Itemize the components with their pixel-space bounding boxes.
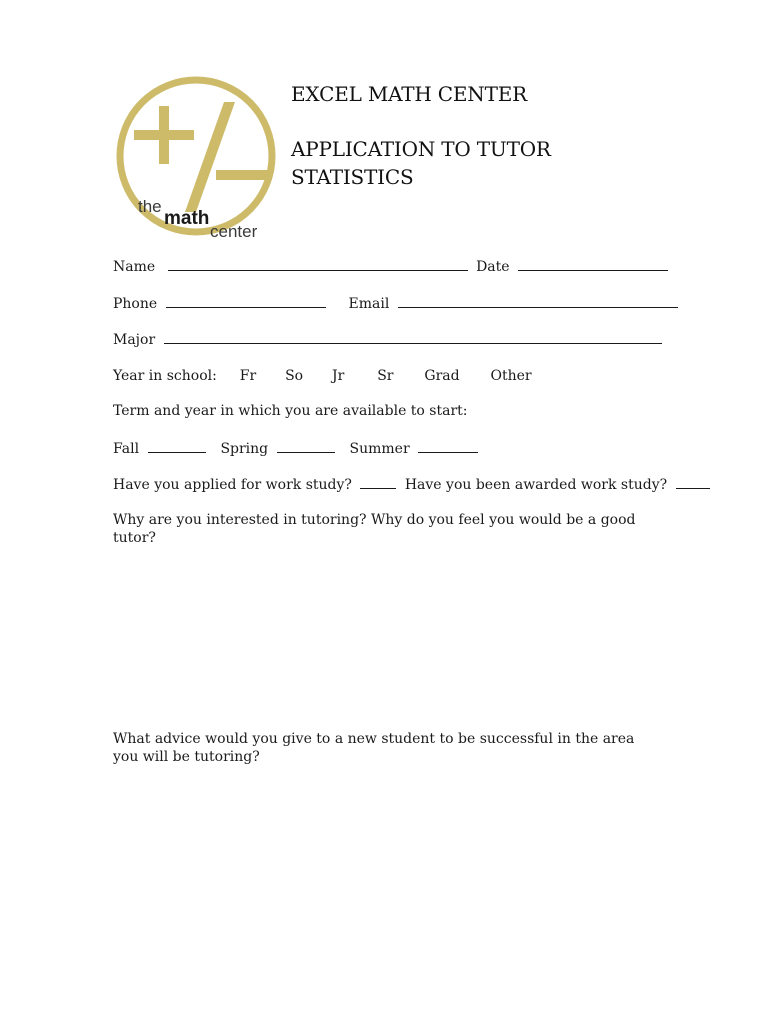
work-study-awarded-label: Have you been awarded work study? (404, 477, 668, 493)
answer-area-advice[interactable] (113, 775, 658, 975)
org-title: EXCEL MATH CENTER (291, 82, 527, 106)
year-option-sr[interactable]: Sr (377, 368, 394, 384)
date-label: Date (476, 259, 510, 275)
work-study-row (113, 476, 710, 493)
work-study-applied-label: Have you applied for work study? (113, 477, 352, 493)
term-row (113, 440, 482, 457)
fall-label: Fall (113, 441, 140, 457)
math-center-logo (112, 70, 280, 242)
name-label: Name (113, 259, 156, 275)
year-option-so[interactable]: So (285, 368, 304, 384)
year-option-grad[interactable]: Grad (424, 368, 460, 384)
phone-field[interactable] (166, 295, 326, 308)
major-row (113, 331, 662, 348)
name-date-row (113, 258, 668, 275)
year-row (113, 368, 532, 384)
term-prompt: Term and year in which you are available to start: (113, 403, 468, 419)
answer-area-interest[interactable] (113, 535, 658, 725)
name-field[interactable] (168, 258, 468, 271)
spring-label: Spring (220, 441, 269, 457)
form-title-line1: APPLICATION TO TUTOR (291, 137, 551, 161)
date-field[interactable] (518, 258, 668, 271)
spring-field[interactable] (277, 440, 335, 453)
major-label: Major (113, 332, 156, 348)
year-option-jr[interactable]: Jr (332, 368, 345, 384)
year-option-fr[interactable]: Fr (239, 368, 257, 384)
phone-label: Phone (113, 296, 158, 312)
form-title-line2: STATISTICS (291, 165, 414, 189)
work-study-awarded-field[interactable] (676, 476, 710, 489)
logo-text-center: center (210, 222, 258, 241)
major-field[interactable] (164, 331, 662, 344)
work-study-applied-field[interactable] (360, 476, 396, 489)
summer-field[interactable] (418, 440, 478, 453)
fall-field[interactable] (148, 440, 206, 453)
email-field[interactable] (398, 295, 678, 308)
year-label: Year in school: (113, 368, 217, 384)
email-label: Email (348, 296, 390, 312)
summer-label: Summer (349, 441, 410, 457)
logo-text-math: math (164, 208, 210, 229)
plus-icon-vertical (159, 106, 169, 164)
slash-icon (185, 102, 235, 212)
question-advice: What advice would you give to a new student to be successful in the area you will be tutoring? (113, 731, 635, 765)
logo-text-the: the (138, 197, 162, 216)
year-option-other[interactable]: Other (490, 368, 532, 384)
question-interest: Why are you interested in tutoring? Why do you feel you would be a good tutor? (113, 512, 636, 546)
phone-email-row (113, 295, 678, 312)
minus-icon (216, 170, 272, 180)
